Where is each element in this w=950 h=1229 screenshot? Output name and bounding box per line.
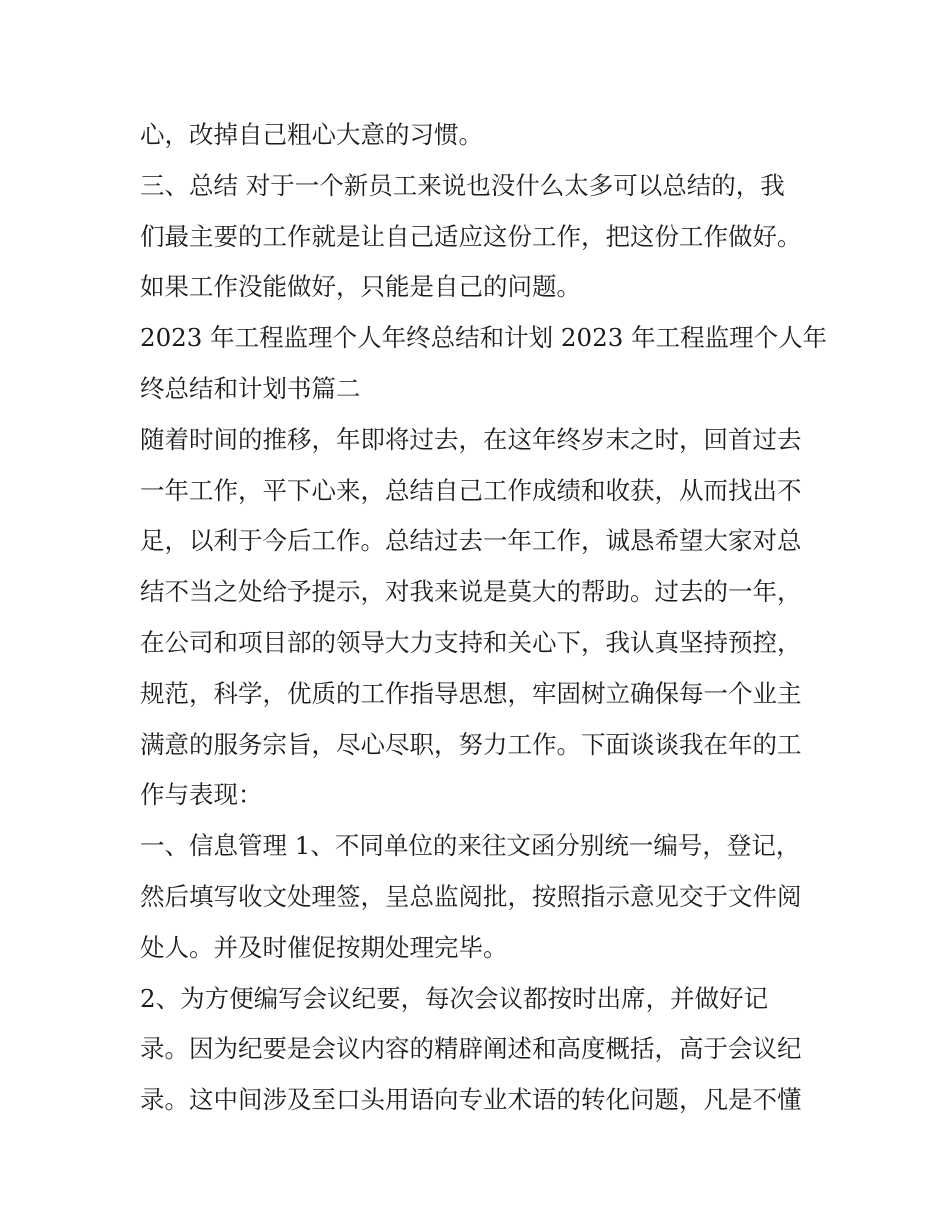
text-line: 处人。并及时催促按期处理完毕。 (140, 932, 508, 962)
text-line: 如果工作没能做好，只能是自己的问题。 (140, 272, 581, 302)
text-line: 2、为方便编写会议纪要，每次会议都按时出席，并做好记 (140, 983, 769, 1013)
text-line: 结不当之处给予提示，对我来说是莫大的帮助。过去的一年， (140, 577, 802, 607)
text-line: 录。这中间涉及至口头用语向专业术语的转化问题，凡是不懂 (140, 1085, 802, 1115)
text-line: 在公司和项目部的领导大力支持和关心下，我认真坚持预控， (140, 627, 802, 657)
text-line: 随着时间的推移，年即将过去，在这年终岁末之时，回首过去 (140, 424, 802, 454)
text-line: 然后填写收文处理签，呈总监阅批，按照指示意见交于文件阅 (140, 881, 802, 911)
section-heading-line: 终总结和计划书篇二 (140, 373, 361, 403)
text-line: 心，改掉自己粗心大意的习惯。 (140, 120, 483, 149)
text-line: 规范，科学，优质的工作指导思想，牢固树立确保每一个业主 (140, 678, 802, 708)
section-heading-line: 2023 年工程监理个人年终总结和计划 2023 年工程监理个人年 (140, 323, 828, 353)
text-line: 一、信息管理 1、不同单位的来往文函分别统一编号，登记， (140, 831, 801, 861)
text-line: 足，以利于今后工作。总结过去一年工作，诚恳希望大家对总 (140, 526, 802, 556)
text-line: 三、总结 对于一个新员工来说也没什么太多可以总结的，我 (140, 170, 785, 200)
text-line: 们最主要的工作就是让自己适应这份工作，把这份工作做好。 (140, 221, 802, 251)
text-line: 一年工作，平下心来，总结自己工作成绩和收获，从而找出不 (140, 475, 802, 505)
text-line: 录。因为纪要是会议内容的精辟阐述和高度概括，高于会议纪 (140, 1034, 802, 1064)
text-line: 满意的服务宗旨，尽心尽职，努力工作。下面谈谈我在年的工 (140, 729, 802, 759)
document-body (140, 110, 828, 1126)
text-line: 作与表现： (140, 780, 263, 810)
